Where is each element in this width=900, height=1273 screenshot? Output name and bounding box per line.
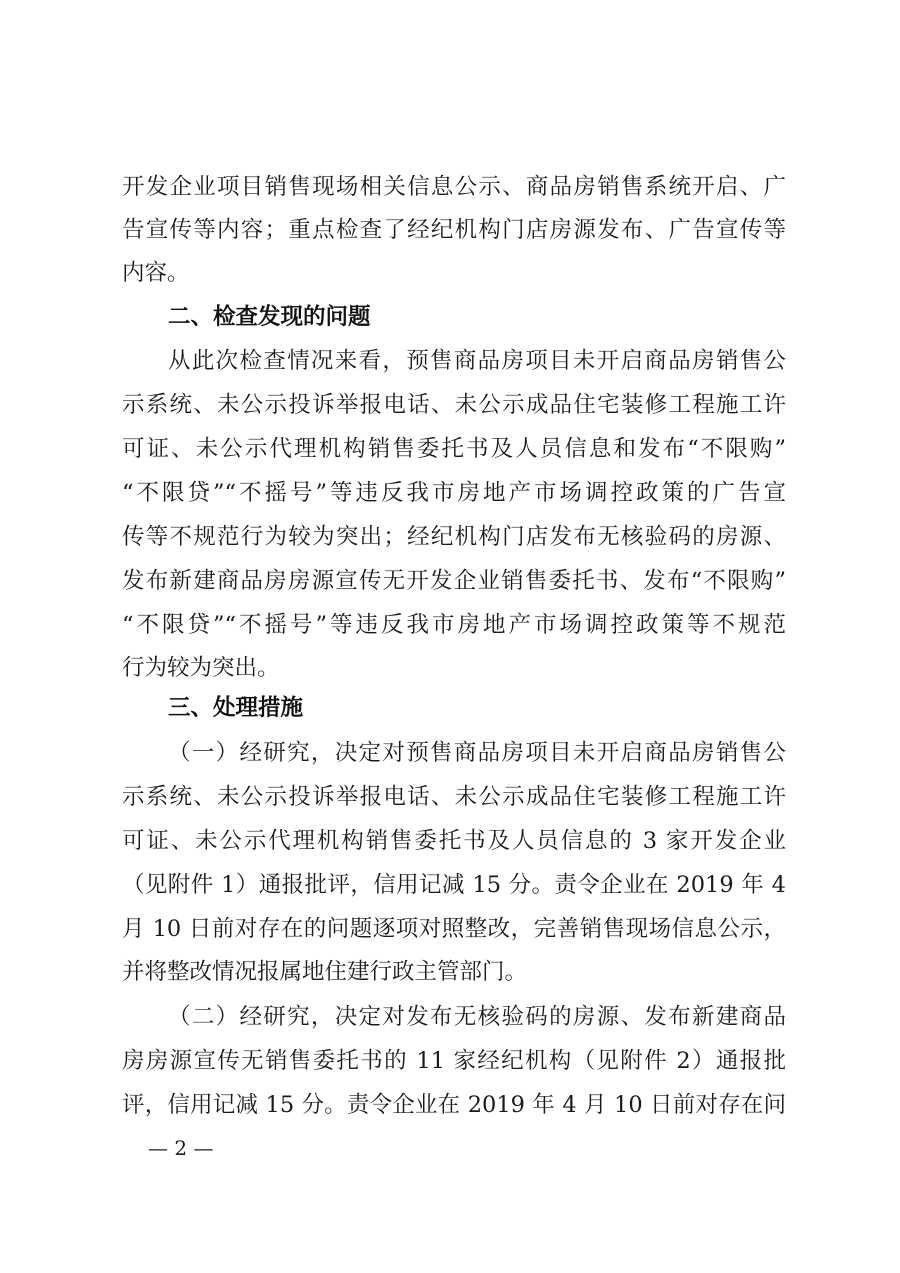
paragraph-line: 并将整改情况报属地住建行政主管部门。 [122,959,528,985]
paragraph-line: 示系统、未公示投诉举报电话、未公示成品住宅装修工程施工许 [122,392,786,418]
paragraph-line: “不限贷”“不摇号”等违反我市房地产市场调控政策的广告宣 [122,480,786,506]
page-number: — 2 — [148,1136,214,1160]
paragraph-line: 告宣传等内容；重点检查了经纪机构门店房源发布、广告宣传等 [122,217,786,243]
paragraph-line: 开发企业项目销售现场相关信息公示、商品房销售系统开启、广 [122,174,786,200]
paragraph-line: （一）经研究，决定对预售商品房项目未开启商品房销售公 [168,740,786,766]
paragraph-line: 月 10 日前对存在的问题逐项对照整改，完善销售现场信息公示， [122,916,786,942]
paragraph-line: “不限贷”“不摇号”等违反我市房地产市场调控政策等不规范 [122,612,786,638]
section-heading-problems: 二、检查发现的问题 [168,304,371,330]
paragraph-line: 评，信用记减 15 分。责令企业在 2019 年 4 月 10 日前对存在问 [122,1092,786,1118]
paragraph-line: 发布新建商品房房源宣传无开发企业销售委托书、发布“不限购” [122,568,786,594]
paragraph-line: 内容。 [122,260,190,286]
section-heading-measures: 三、处理措施 [168,695,304,721]
paragraph-line: （二）经研究，决定对发布无核验码的房源、发布新建商品 [168,1004,786,1030]
paragraph-line: 行为较为突出。 [122,655,280,681]
paragraph-line: （见附件 1）通报批评，信用记减 15 分。责令企业在 2019 年 4 [122,872,786,898]
paragraph-line: 示系统、未公示投诉举报电话、未公示成品住宅装修工程施工许 [122,784,786,810]
paragraph-line: 可证、未公示代理机构销售委托书及人员信息和发布“不限购” [122,436,786,462]
paragraph-line: 可证、未公示代理机构销售委托书及人员信息的 3 家开发企业 [122,828,786,854]
paragraph-line: 从此次检查情况来看，预售商品房项目未开启商品房销售公 [168,348,786,374]
paragraph-line: 房房源宣传无销售委托书的 11 家经纪机构（见附件 2）通报批 [122,1048,786,1074]
paragraph-line: 传等不规范行为较为突出；经纪机构门店发布无核验码的房源、 [122,524,786,550]
